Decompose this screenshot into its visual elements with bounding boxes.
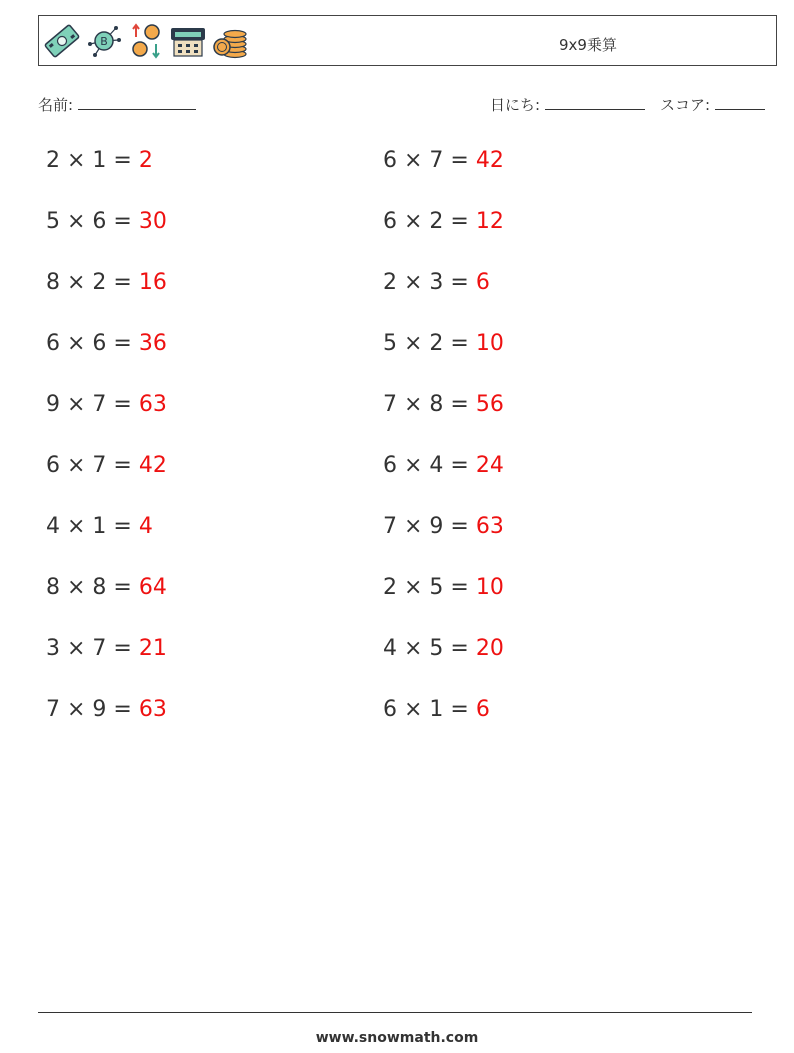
problem-expression: 8 × 2 = [46, 270, 139, 295]
problem-answer: 64 [138, 575, 167, 600]
problem-answer: 20 [475, 636, 504, 661]
problem-7 [46, 514, 153, 539]
problem-answer: 12 [475, 209, 504, 234]
problem-15 [383, 392, 504, 417]
problem-expression: 2 × 1 = [46, 148, 139, 173]
problem-expression: 7 × 9 = [383, 514, 476, 539]
problem-19 [383, 636, 504, 661]
problem-answer: 63 [138, 392, 167, 417]
problem-expression: 6 × 2 = [383, 209, 476, 234]
problem-answer: 4 [138, 514, 153, 539]
problem-answer: 30 [138, 209, 167, 234]
problem-20 [383, 697, 490, 722]
footer-divider [38, 1012, 752, 1013]
problem-expression: 6 × 7 = [46, 453, 139, 478]
problem-expression: 4 × 5 = [383, 636, 476, 661]
problem-expression: 9 × 7 = [46, 392, 139, 417]
problem-expression: 6 × 6 = [46, 331, 139, 356]
problem-4 [46, 331, 167, 356]
problem-expression: 6 × 1 = [383, 697, 476, 722]
currency-exchange-icon [127, 22, 165, 60]
problem-17 [383, 514, 504, 539]
problem-2 [46, 209, 167, 234]
problem-14 [383, 331, 504, 356]
problem-8 [46, 575, 167, 600]
score-field[interactable] [660, 94, 765, 115]
problem-5 [46, 392, 167, 417]
date-field[interactable] [490, 94, 645, 115]
problem-expression: 7 × 8 = [383, 392, 476, 417]
problem-expression: 6 × 7 = [383, 148, 476, 173]
problem-answer: 2 [138, 148, 153, 173]
atm-icon [169, 22, 207, 60]
problem-expression: 7 × 9 = [46, 697, 139, 722]
problem-expression: 2 × 5 = [383, 575, 476, 600]
problem-answer: 36 [138, 331, 167, 356]
problem-1 [46, 148, 153, 173]
worksheet-header [38, 15, 777, 66]
problem-expression: 2 × 3 = [383, 270, 476, 295]
coin-stack-icon [211, 22, 249, 60]
banknote-icon [43, 22, 81, 60]
svg-text:B: B [100, 35, 108, 48]
problem-expression: 8 × 8 = [46, 575, 139, 600]
problem-expression: 5 × 6 = [46, 209, 139, 234]
problem-answer: 16 [138, 270, 167, 295]
problem-answer: 10 [475, 331, 504, 356]
problem-expression: 4 × 1 = [46, 514, 139, 539]
score-label: スコア: [660, 96, 711, 114]
problem-13 [383, 270, 490, 295]
problem-9 [46, 636, 167, 661]
problem-answer: 6 [475, 270, 490, 295]
score-blank[interactable] [715, 95, 765, 110]
problem-18 [383, 575, 504, 600]
name-field[interactable] [38, 94, 196, 115]
bitcoin-network-icon [85, 22, 123, 60]
problem-answer: 21 [138, 636, 167, 661]
problem-6 [46, 453, 167, 478]
worksheet-title: 9x9乗算 [559, 36, 617, 54]
problem-answer: 6 [475, 697, 490, 722]
problem-expression: 3 × 7 = [46, 636, 139, 661]
problem-answer: 56 [475, 392, 504, 417]
problem-expression: 5 × 2 = [383, 331, 476, 356]
problem-answer: 42 [138, 453, 167, 478]
problem-answer: 63 [475, 514, 504, 539]
problem-expression: 6 × 4 = [383, 453, 476, 478]
problem-answer: 10 [475, 575, 504, 600]
date-blank[interactable] [545, 95, 645, 110]
date-label: 日にち: [490, 96, 541, 114]
problem-3 [46, 270, 167, 295]
problem-12 [383, 209, 504, 234]
header-icons [43, 22, 249, 60]
problem-answer: 24 [475, 453, 504, 478]
problem-11 [383, 148, 504, 173]
name-blank[interactable] [78, 95, 196, 110]
problem-10 [46, 697, 167, 722]
problem-answer: 63 [138, 697, 167, 722]
problem-answer: 42 [475, 148, 504, 173]
footer-site-link[interactable]: www.snowmath.com [315, 1030, 479, 1046]
name-label: 名前: [38, 96, 74, 114]
problem-16 [383, 453, 504, 478]
